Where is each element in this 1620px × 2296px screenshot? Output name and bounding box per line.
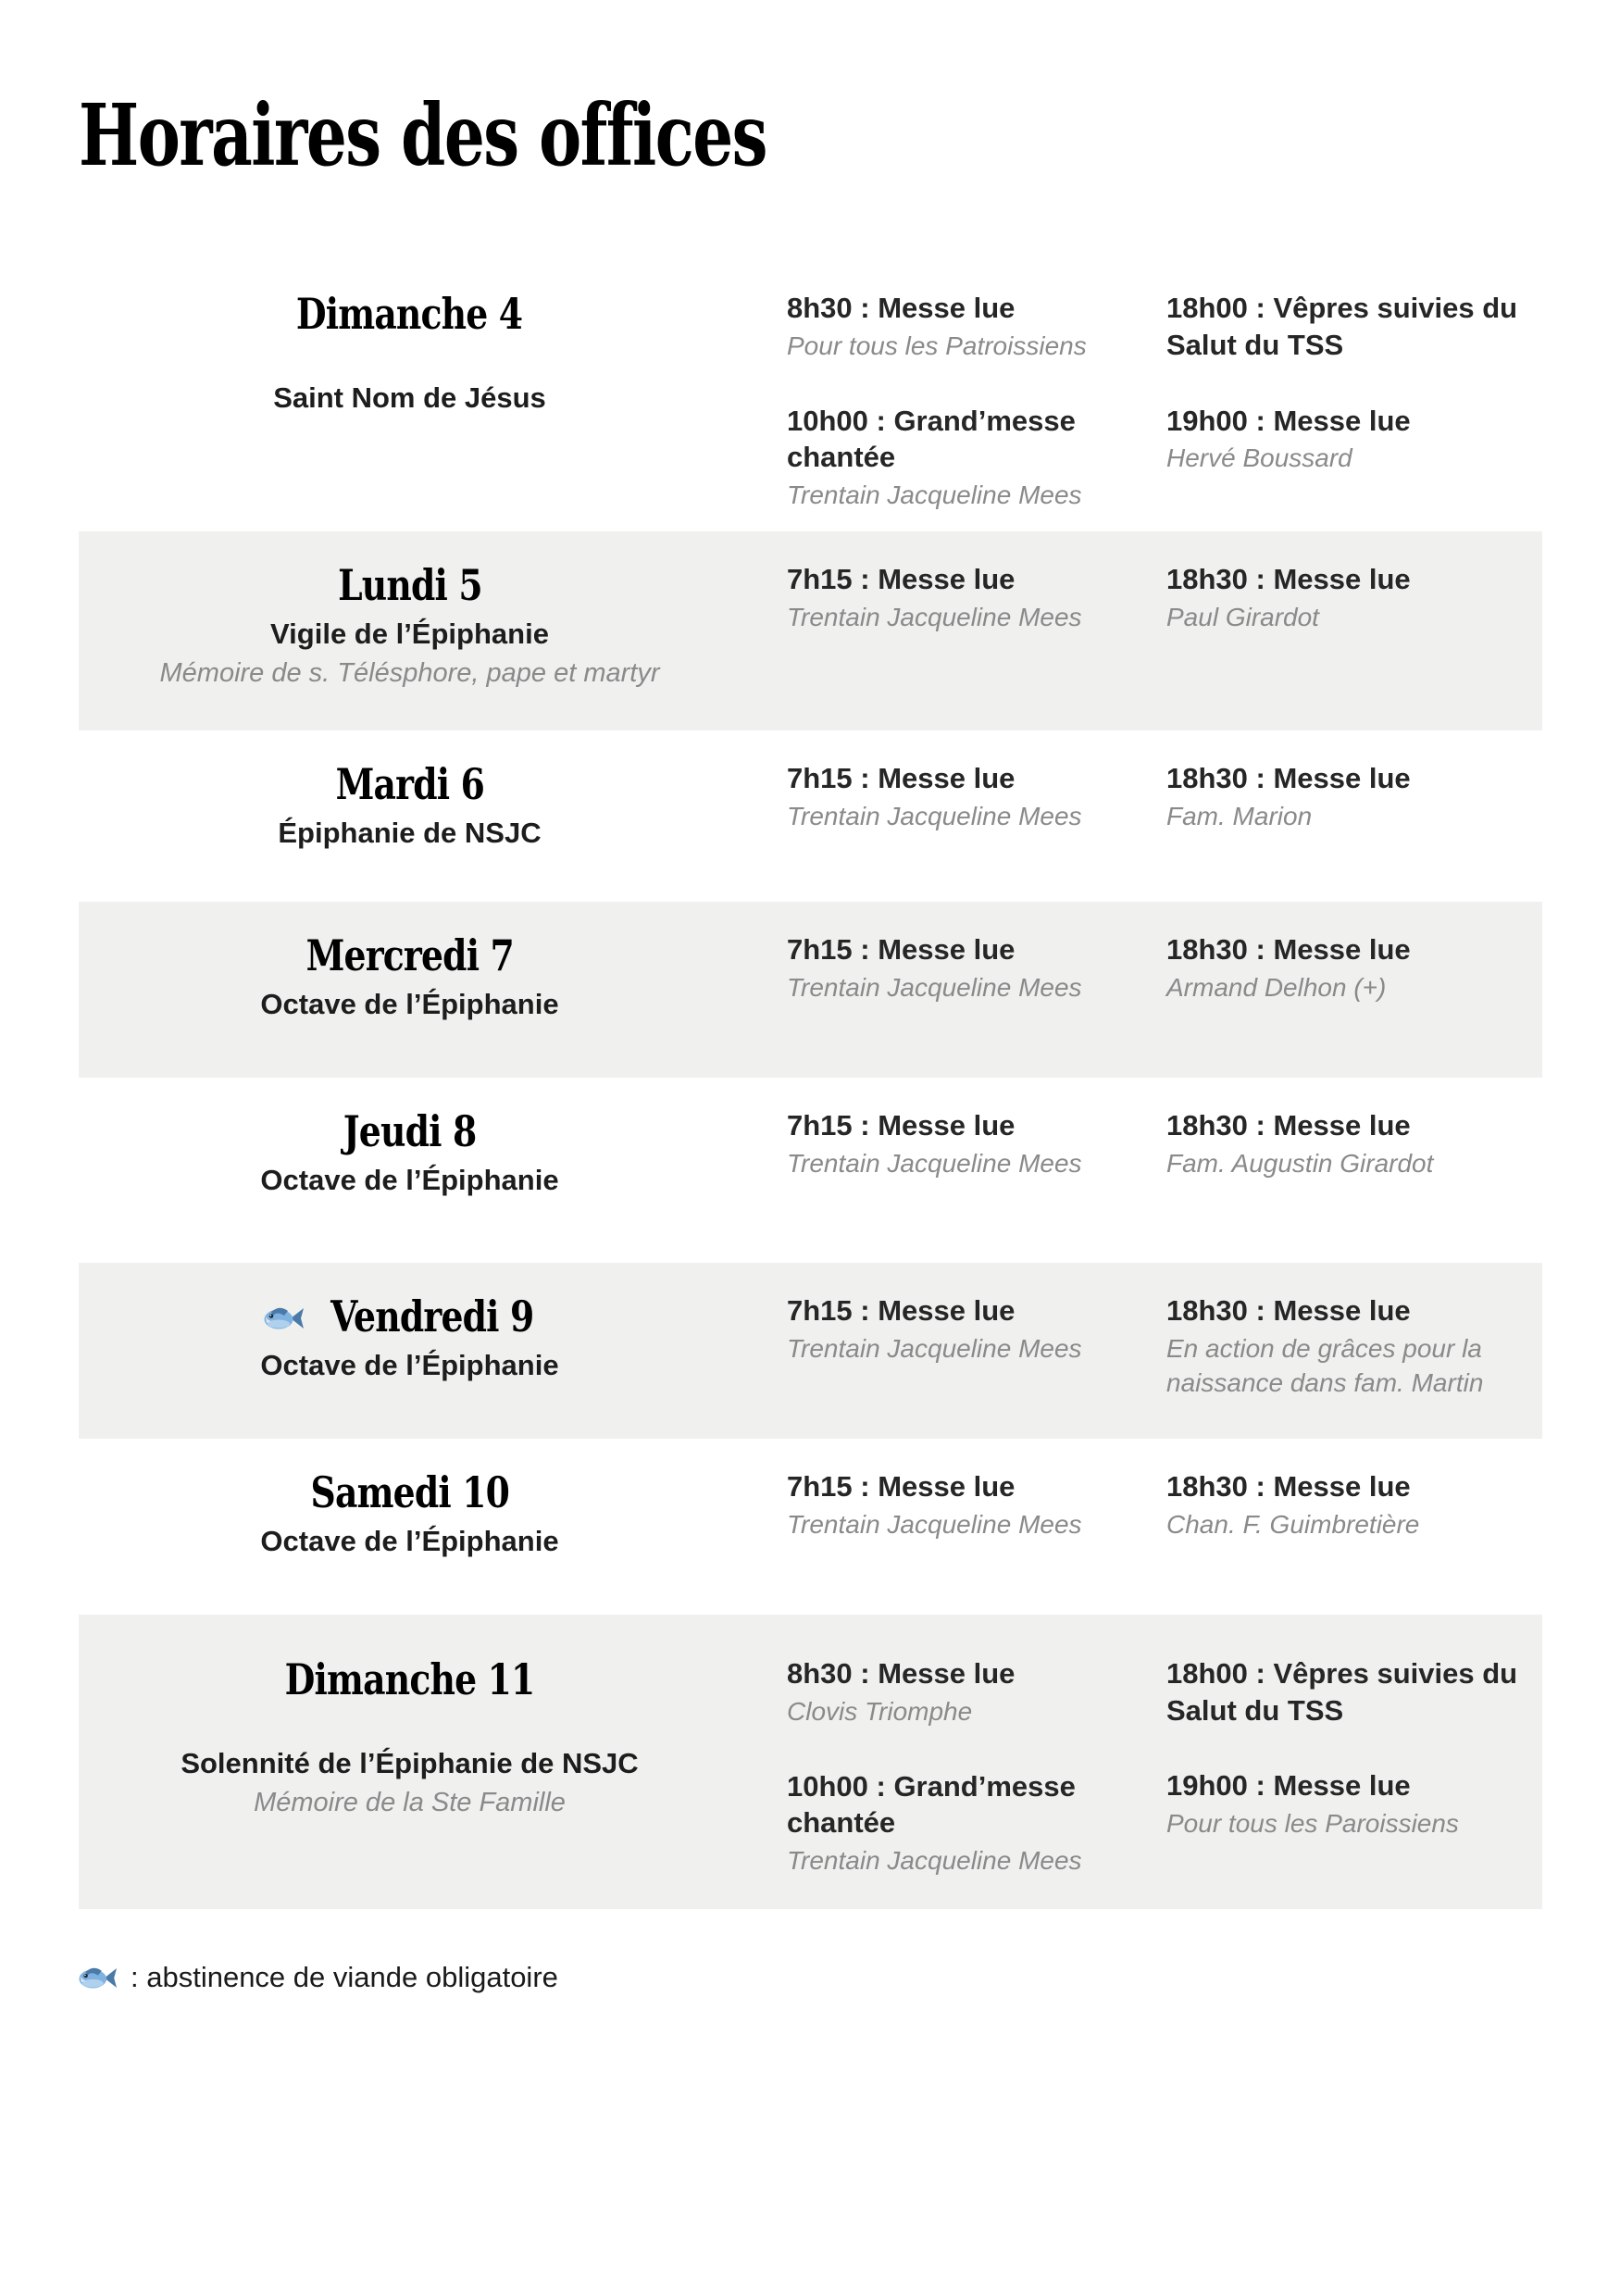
day-column xyxy=(79,760,741,852)
mass-entry xyxy=(1166,931,1537,1005)
legend-text: : abstinence de viande obligatoire xyxy=(131,1961,558,1994)
mass-time: 18h30 : Messe lue xyxy=(1166,762,1411,795)
day-label: Vendredi 9 xyxy=(79,1292,741,1341)
feast-label: Vigile de l’Épiphanie xyxy=(270,618,549,650)
day-label: Mardi 6 xyxy=(335,759,484,810)
mass-entry xyxy=(1166,561,1537,635)
mass-intention: Pour tous les Paroissiens xyxy=(1166,1809,1459,1839)
mass-entry xyxy=(787,1468,1148,1542)
schedule-row-mercredi-7 xyxy=(79,902,1542,1078)
mass-time: 19h00 : Messe lue xyxy=(1166,1769,1411,1803)
mass-entry xyxy=(1166,1767,1537,1841)
day-label: Lundi 5 xyxy=(337,560,482,611)
schedule-row-jeudi-8 xyxy=(79,1078,1542,1263)
day-label: Samedi 10 xyxy=(310,1467,509,1518)
day-label: Mercredi 7 xyxy=(305,930,514,981)
day-column xyxy=(79,1292,741,1384)
mass-intention: Paul Girardot xyxy=(1166,602,1319,631)
page-title-text: Horaires des offices xyxy=(79,85,766,185)
evening-column xyxy=(1166,1292,1537,1401)
mass-intention: Trentain Jacqueline Mees xyxy=(787,602,1082,631)
mass-entry xyxy=(787,1655,1148,1729)
mass-entry xyxy=(787,760,1148,834)
day-label: Dimanche 11 xyxy=(284,1654,535,1705)
page-title xyxy=(79,85,1620,185)
mass-time: 18h30 : Messe lue xyxy=(1166,1109,1411,1142)
feast-label: Épiphanie de NSJC xyxy=(278,817,542,849)
evening-column xyxy=(1166,760,1537,834)
morning-column xyxy=(787,1292,1148,1366)
day-column xyxy=(79,1655,741,1821)
mass-entry xyxy=(1166,1107,1537,1181)
schedule-row-vendredi-9 xyxy=(79,1263,1542,1439)
mass-intention: Pour tous les Patroissiens xyxy=(787,331,1087,360)
schedule-row-lundi-5 xyxy=(79,531,1542,730)
mass-entry xyxy=(787,931,1148,1005)
mass-intention: Fam. Augustin Girardot xyxy=(1166,1148,1434,1178)
schedule-row-dimanche-11 xyxy=(79,1615,1542,1909)
feast-label: Octave de l’Épiphanie xyxy=(260,1525,559,1557)
mass-intention: Trentain Jacqueline Mees xyxy=(787,1148,1082,1178)
mass-time: 18h00 : Vêpres suivies du Salut du TSS xyxy=(1166,292,1518,361)
morning-column xyxy=(787,760,1148,834)
schedule-row-dimanche-4 xyxy=(79,253,1542,531)
fish-icon xyxy=(79,1963,118,1993)
mass-time: 7h15 : Messe lue xyxy=(787,1470,1016,1504)
legend xyxy=(79,1961,1620,1994)
mass-entry xyxy=(787,1107,1148,1181)
mass-intention: En action de grâces pour la naissance dans fam. Martin xyxy=(1166,1333,1484,1397)
mass-time: 7h15 : Messe lue xyxy=(787,933,1016,967)
morning-column xyxy=(787,1655,1148,1878)
mass-entry xyxy=(787,290,1148,364)
morning-column xyxy=(787,931,1148,1005)
day-column xyxy=(79,931,741,1023)
mass-entry xyxy=(1166,760,1537,834)
mass-time: 19h00 : Messe lue xyxy=(1166,404,1411,437)
mass-time: 18h30 : Messe lue xyxy=(1166,1294,1411,1328)
mass-time: 18h00 : Vêpres suivies du Salut du TSS xyxy=(1166,1657,1518,1727)
mass-entry xyxy=(787,1292,1148,1366)
mass-time: 7h15 : Messe lue xyxy=(787,762,1016,795)
morning-column xyxy=(787,290,1148,513)
mass-intention: Trentain Jacqueline Mees xyxy=(787,480,1082,510)
mass-time: 8h30 : Messe lue xyxy=(787,1657,1016,1691)
mass-entry xyxy=(787,403,1148,513)
day-label: Jeudi 8 xyxy=(343,1106,477,1157)
mass-time: 18h30 : Messe lue xyxy=(1166,933,1411,967)
feast-label: Octave de l’Épiphanie xyxy=(260,988,559,1020)
mass-entry xyxy=(1166,1468,1537,1542)
evening-column xyxy=(1166,561,1537,635)
schedule-row-mardi-6 xyxy=(79,730,1542,902)
mass-time: 7h15 : Messe lue xyxy=(787,563,1016,596)
mass-entry xyxy=(1166,1292,1537,1401)
morning-column xyxy=(787,561,1148,635)
day-column xyxy=(79,561,741,692)
mass-intention: Trentain Jacqueline Mees xyxy=(787,1846,1082,1876)
schedule-table xyxy=(79,253,1542,1909)
mass-time: 8h30 : Messe lue xyxy=(787,292,1016,325)
mass-entry xyxy=(787,1768,1148,1878)
mass-intention: Chan. F. Guimbretière xyxy=(1166,1509,1420,1539)
day-column xyxy=(79,290,741,417)
evening-column xyxy=(1166,1468,1537,1542)
mass-entry xyxy=(787,561,1148,635)
memoria-label: Mémoire de s. Télésphore, pape et martyr xyxy=(159,658,660,689)
mass-entry xyxy=(1166,290,1537,363)
mass-intention: Armand Delhon (+) xyxy=(1166,972,1387,1002)
mass-time: 7h15 : Messe lue xyxy=(787,1294,1016,1328)
day-column xyxy=(79,1468,741,1560)
mass-intention: Trentain Jacqueline Mees xyxy=(787,972,1082,1002)
morning-column xyxy=(787,1107,1148,1181)
memoria-label: Mémoire de la Ste Famille xyxy=(254,1788,566,1818)
mass-time: 7h15 : Messe lue xyxy=(787,1109,1016,1142)
mass-entry xyxy=(1166,403,1537,477)
mass-intention: Clovis Triomphe xyxy=(787,1696,973,1726)
mass-time: 18h30 : Messe lue xyxy=(1166,563,1411,596)
evening-column xyxy=(1166,1107,1537,1181)
mass-intention: Hervé Boussard xyxy=(1166,443,1352,473)
schedule-row-samedi-10 xyxy=(79,1439,1542,1615)
mass-intention: Trentain Jacqueline Mees xyxy=(787,1333,1082,1363)
evening-column xyxy=(1166,1655,1537,1841)
fish-icon xyxy=(264,1303,305,1334)
feast-label: Octave de l’Épiphanie xyxy=(260,1164,559,1196)
evening-column xyxy=(1166,290,1537,476)
evening-column xyxy=(1166,931,1537,1005)
feast-label: Saint Nom de Jésus xyxy=(273,381,546,415)
mass-entry xyxy=(1166,1655,1537,1728)
day-column xyxy=(79,1107,741,1199)
mass-time: 10h00 : Grand’messe chantée xyxy=(787,1769,1076,1840)
mass-time: 18h30 : Messe lue xyxy=(1166,1470,1411,1504)
day-label: Dimanche 4 xyxy=(296,289,523,340)
mass-time: 10h00 : Grand’messe chantée xyxy=(787,404,1076,474)
morning-column xyxy=(787,1468,1148,1542)
mass-intention: Trentain Jacqueline Mees xyxy=(787,801,1082,830)
mass-intention: Trentain Jacqueline Mees xyxy=(787,1509,1082,1539)
mass-intention: Fam. Marion xyxy=(1166,801,1313,830)
feast-label: Octave de l’Épiphanie xyxy=(260,1349,559,1381)
feast-label: Solennité de l’Épiphanie de NSJC xyxy=(181,1747,639,1779)
